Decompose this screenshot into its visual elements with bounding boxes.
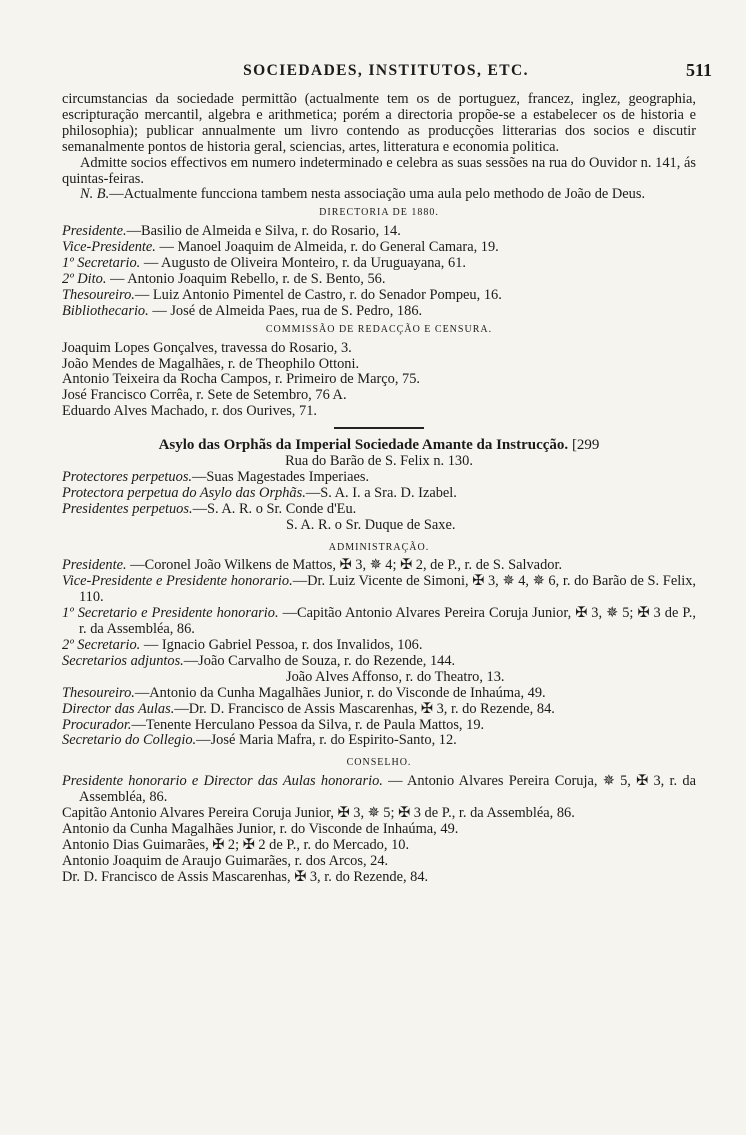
protectores-text: —Suas Magestades Imperiaes. — [192, 468, 370, 485]
directoria-entry — [62, 256, 696, 272]
page-number: 511 — [685, 60, 712, 80]
directoria-entry — [62, 272, 696, 288]
protectora-text: —S. A. I. a Sra. D. Izabel. — [305, 484, 457, 501]
commissao-member: José Francisco Corrêa, r. Sete de Setembro, 76 A. — [62, 387, 347, 404]
directoria-entry — [62, 288, 696, 304]
protectora-line — [62, 486, 696, 502]
running-title: SOCIEDADES, INSTITUTOS, ETC. — [243, 62, 529, 79]
section-divider — [334, 427, 424, 429]
entry-text: —Antonio da Cunha Magalhães Junior, r. do Visconde de Inhaúma, 49. — [134, 684, 546, 701]
entry-text: —José Maria Mafra, r. do Espirito-Santo, 12. — [196, 732, 457, 749]
commissao-heading: COMMISSÃO DE REDACÇÃO E CENSURA. — [265, 323, 493, 335]
entry-role: 2º Dito. — [62, 270, 107, 287]
conselho-entry: Antonio da Cunha Magalhães Junior, r. do Visconde de Inhaúma, 49. — [62, 820, 459, 837]
directoria-entry — [62, 240, 696, 256]
entry-text: — Manoel Joaquim de Almeida, r. do General Camara, 19. — [155, 239, 499, 256]
entry-text: — Antonio Alvares Pereira Coruja, ✵ 5, ✠ 3, r. da Assembléa, 86. — [79, 773, 696, 806]
administracao-entry — [62, 638, 696, 654]
conselho-entry — [62, 774, 696, 806]
nb-text: —Actualmente funcciona tambem nesta associação uma aula pelo methodo de João de Deus. — [109, 186, 646, 203]
directoria-entry — [62, 224, 696, 240]
asylo-ref: [299 — [571, 437, 600, 454]
administracao-entry — [62, 718, 696, 734]
commissao-member: Joaquim Lopes Gonçalves, travessa do Rosario, 3. — [62, 339, 352, 356]
entry-text: — Luiz Antonio Pimentel de Castro, r. do Senador Pompeu, 16. — [134, 286, 502, 303]
presidentes-label: Presidentes perpetuos. — [62, 500, 193, 517]
entry-text: —João Carvalho de Souza, r. do Rezende, 144. — [183, 652, 456, 669]
entry-role: 1º Secretario. — [62, 255, 141, 272]
entry-role: Procurador. — [62, 716, 132, 733]
adjunto-2: João Alves Affonso, r. do Theatro, 13. — [286, 668, 505, 685]
commissao-member: Eduardo Alves Machado, r. dos Ourives, 71. — [62, 403, 317, 420]
directoria-entry — [62, 304, 696, 320]
entry-text: —Dr. Luiz Vicente de Simoni, ✠ 3, ✵ 4, ✵ 6, r. do Barão de S. Felix, 110. — [79, 573, 696, 606]
admitte-paragraph: Admitte socios effectivos em numero indeterminado e celebra as suas sessões na rua do Ouvidor n. 141, ás quintas-feiras. — [62, 154, 696, 187]
page-header — [60, 62, 712, 86]
presidentes-line-2: S. A. R. o Sr. Duque de Saxe. — [286, 516, 456, 533]
page-body — [62, 92, 696, 886]
administracao-entry — [62, 606, 696, 638]
entry-text: —Capitão Antonio Alvares Pereira Coruja Junior, ✠ 3, ✵ 5; ✠ 3 de P., r. da Assembléa, 86. — [79, 605, 696, 638]
asylo-title — [62, 438, 696, 454]
entry-role: 2º Secretario. — [62, 637, 141, 653]
administracao-entry — [62, 654, 696, 670]
directoria-heading: DIRECTORIA DE 1880. — [319, 207, 439, 219]
entry-role: Vice-Presidente. — [62, 239, 156, 256]
protectores-line — [62, 470, 696, 486]
entry-role: Thesoureiro. — [62, 286, 135, 303]
entry-text: —Coronel João Wilkens de Mattos, ✠ 3, ✵ 4; ✠ 2, de P., r. de S. Salvador. — [126, 557, 563, 574]
entry-role: Secretarios adjuntos. — [62, 652, 184, 669]
commissao-member: João Mendes de Magalhães, r. de Theophilo Ottoni. — [62, 355, 360, 372]
entry-role: Presidente honorario e Director das Aulas honorario. — [62, 773, 383, 790]
entry-role: Bibliothecario. — [62, 302, 149, 319]
nb-label: N. B. — [80, 186, 110, 203]
conselho-entry: Antonio Dias Guimarães, ✠ 2; ✠ 2 de P., r. do Mercado, 10. — [62, 836, 410, 853]
protectores-label: Protectores perpetuos. — [62, 468, 193, 485]
entry-text: —Dr. D. Francisco de Assis Mascarenhas, ✠ 3, r. do Rezende, 84. — [174, 700, 555, 717]
entry-text: — Ignacio Gabriel Pessoa, r. dos Invalidos, 106. — [140, 637, 423, 653]
entry-role: Presidente. — [62, 223, 127, 240]
administracao-entry — [62, 702, 696, 718]
entry-role: Director das Aulas. — [62, 700, 175, 717]
entry-role: Presidente. — [62, 557, 127, 574]
entry-text: — Antonio Joaquim Rebello, r. de S. Bento, 56. — [106, 270, 386, 287]
administracao-entry — [62, 733, 696, 749]
conselho-entry: Capitão Antonio Alvares Pereira Coruja Junior, ✠ 3, ✵ 5; ✠ 3 de P., r. da Assembléa, 86. — [62, 805, 575, 822]
entry-role: 1º Secretario e Presidente honorario. — [62, 605, 279, 622]
conselho-entry: Dr. D. Francisco de Assis Mascarenhas, ✠ 3, r. do Rezende, 84. — [62, 868, 429, 885]
intro-paragraph: circumstancias da sociedade permittão (actualmente tem os de portuguez, francez, inglez, geographia, escripturação mercantil, algebra e arithmetica; porém a directoria propõe-se a estabelecer os de historia e philosophia); publicar annualmente um livro contendo as producções litterarias dos socios e discutir semanalmente pontos de historia geral, sciencias, artes, litteratura e economia politica. — [62, 91, 696, 155]
entry-role: Secretario do Collegio. — [62, 732, 197, 749]
presidentes-line — [62, 502, 696, 518]
administracao-heading: ADMINISTRAÇÃO. — [328, 541, 430, 553]
conselho-heading: CONSELHO. — [346, 757, 412, 769]
commissao-member: Antonio Teixeira da Rocha Campos, r. Primeiro de Março, 75. — [62, 371, 421, 388]
administracao-entry — [62, 686, 696, 702]
entry-text: —Basilio de Almeida e Silva, r. do Rosario, 14. — [126, 223, 401, 240]
conselho-entry: Antonio Joaquim de Araujo Guimarães, r. dos Arcos, 24. — [62, 852, 389, 869]
protectora-label: Protectora perpetua do Asylo das Orphãs. — [62, 484, 306, 501]
entry-role: Thesoureiro. — [62, 684, 135, 701]
entry-text: —Tenente Herculano Pessoa da Silva, r. de Paula Mattos, 19. — [131, 716, 485, 733]
asylo-title-text: Asylo das Orphãs da Imperial Sociedade Amante da Instrucção. — [158, 437, 569, 454]
administracao-entry — [62, 558, 696, 574]
administracao-entry — [62, 574, 696, 606]
entry-role: Vice-Presidente e Presidente honorario. — [62, 573, 293, 590]
entry-text: — José de Almeida Paes, rua de S. Pedro, 186. — [148, 302, 423, 319]
entry-text: — Augusto de Oliveira Monteiro, r. da Uruguayana, 61. — [140, 255, 466, 272]
asylo-address: Rua do Barão de S. Felix n. 130. — [285, 453, 473, 470]
nb-paragraph — [62, 187, 696, 203]
presidentes-text-1: —S. A. R. o Sr. Conde d'Eu. — [192, 500, 357, 517]
